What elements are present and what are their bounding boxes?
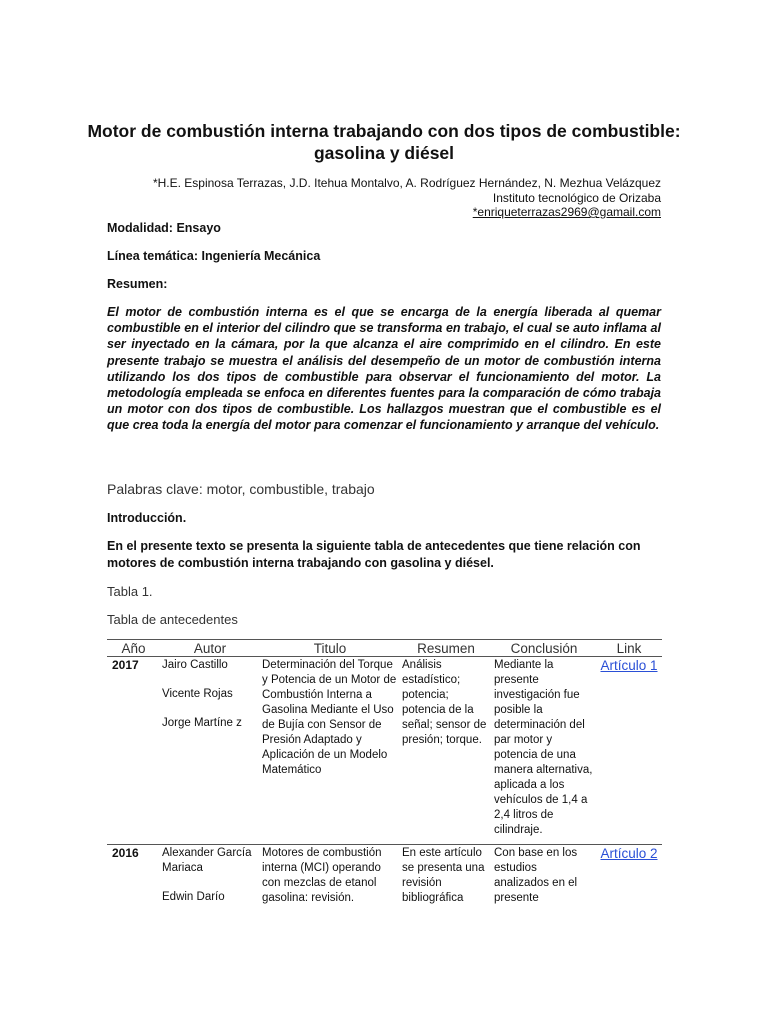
modalidad: Modalidad: Ensayo [107,221,221,235]
abstract-text: El motor de combustión interna es el que se encarga de la energía liberada al quemar combustible en el interior del cilindro que se transforma en trabajo, el cual se auto inflama al ser inyectado en la cámara, por la que alcanza el aire comprimido en el cilindro. En este presente trabajo se muestra el análisis del desempeño de un motor de combustión interna utilizando los dos tipos de combustible para observar el funcionamiento del motor. La metodología empleada se enfoca en diferentes fuentes para la comparación de cómo trabaja un motor con dos tipos de combustible. Los hallazgos muestran que el combustible es el que crea toda la energía del motor para comenzar el funcionamiento y arranque del vehículo. [107,305,661,433]
row-conclusion: Con base en los estudios analizados en el presente [494,847,578,904]
table-header-row [107,640,662,657]
intro-heading: Introducción. [107,511,187,525]
article-link[interactable]: Artículo 1 [600,658,658,673]
header-year: Año [107,640,160,657]
row-conclusion: Mediante la presente investigación fue posible la determinación del par motor y potencia de una manera alternativa, aplicada a los vehículos de 1,4 a 2,4 litros de cilindraje. [492,657,596,845]
table-row [107,657,662,845]
row-link-cell [596,657,662,845]
row-authors [160,657,260,845]
author-name: Edwin Darío [162,891,225,903]
row-title: Determinación del Torque y Potencia de un Motor de Combustión Interna a Gasolina Mediante el Uso de Bujía con Sensor de Presión Adaptado y Aplicación de un Modelo Matemático [260,657,400,845]
institution: Instituto tecnológico de Orizaba [492,190,661,205]
author-name: Jairo Castillo [162,659,228,671]
row-link-cell [596,845,662,913]
author-name: Alexander García Mariaca [162,847,252,874]
header-author: Autor [160,640,260,657]
row-title: Motores de combustión interna (MCI) operando con mezclas de etanol gasolina: revisión. [262,847,382,904]
table-row [107,845,662,913]
row-summary: Análisis estadístico; potencia; potencia de la señal; sensor de presión; torque. [400,657,492,845]
article-link[interactable]: Artículo 2 [600,846,658,861]
keywords: Palabras clave: motor, combustible, trabajo [107,481,375,497]
paper-title: Motor de combustión interna trabajando con dos tipos de combustible: gasolina y diésel [87,121,681,163]
table-caption: Tabla de antecedentes [107,612,238,627]
author-block [101,176,661,220]
author-list: *H.E. Espinosa Terrazas, J.D. Itehua Montalvo, A. Rodríguez Hernández, N. Mezhua Velázquez [152,176,661,190]
intro-text: En el presente texto se presenta la siguiente tabla de antecedentes que tiene relación con motores de combustión interna trabajando con gasolina y diésel. [107,539,641,570]
author-name: Jorge Martíne z [162,717,242,729]
antecedentes-table [107,639,662,912]
header-conclusion: Conclusión [492,640,596,657]
author-name: Vicente Rojas [162,688,233,700]
row-year: 2017 [107,657,160,845]
header-title: Titulo [260,640,400,657]
row-year: 2016 [112,846,139,860]
header-summary: Resumen [400,640,492,657]
row-authors [160,845,260,913]
linea-tematica: Línea temática: Ingeniería Mecánica [107,249,321,263]
table-label: Tabla 1. [107,584,153,599]
row-summary: En este artículo se presenta una revisión bibliográfica [402,847,485,904]
resumen-heading: Resumen: [107,277,168,291]
contact-email[interactable]: *enriqueterrazas2969@gamail.com [472,205,661,219]
header-link: Link [596,640,662,657]
